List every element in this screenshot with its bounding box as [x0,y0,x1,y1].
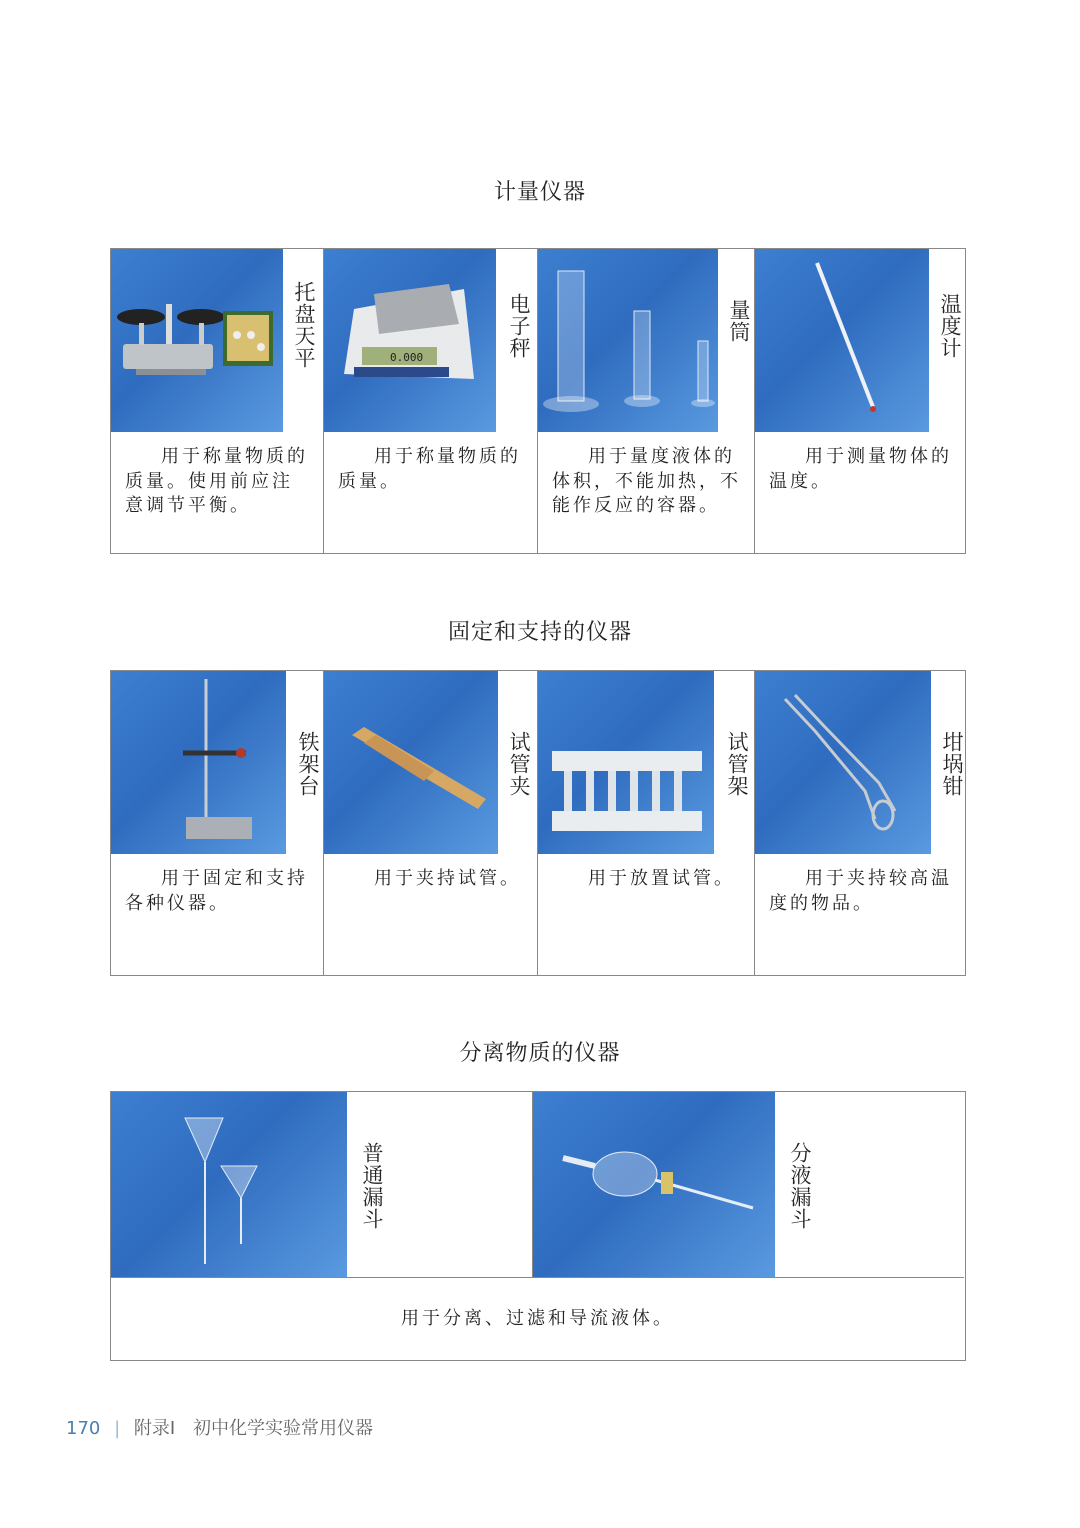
instrument-name: 试管夹 [507,731,531,797]
shared-description-row [111,1277,964,1360]
separatory-funnel-photo [533,1092,775,1277]
test-tube-clamp-photo [324,671,498,854]
instrument-description: 用于测量物体的温度。 [769,446,952,492]
test-tube-rack-photo [538,671,714,854]
instrument-name: 分液漏斗 [788,1142,812,1230]
appendix-title: 初中化学实验常用仪器 [192,1418,373,1439]
scale-readout: 0.000 [390,351,424,364]
section-title-measuring: 计量仪器 [493,180,586,205]
instrument-name: 量筒 [727,299,751,343]
instrument-description: 用于固定和支持各种仪器。 [125,868,308,914]
measuring-instruments-table [110,248,966,554]
instrument-description: 用于称量物质的质量。 [338,446,521,492]
instrument-cell-electronic-scale [324,249,538,553]
instrument-description: 用于放置试管。 [588,868,735,889]
instrument-cell-funnel [111,1092,533,1277]
instrument-cell-test-tube-rack [538,671,755,975]
instrument-name: 铁架台 [296,731,320,797]
instrument-description: 用于夹持试管。 [374,868,521,889]
instrument-cell-thermometer [755,249,967,553]
separation-instruments-table [110,1091,966,1361]
graduated-cylinder-photo [538,249,718,432]
section-title-separation: 分离物质的仪器 [459,1041,621,1066]
instrument-cell-crucible-tongs [755,671,967,975]
page-number: 170 [66,1418,101,1439]
electronic-scale-photo [324,249,496,432]
instrument-name: 温度计 [938,293,962,359]
tray-balance-photo [111,249,283,432]
instrument-name: 托盘天平 [292,281,316,369]
instrument-cell-tray-balance [111,249,324,553]
page-footer [66,1414,373,1440]
thermometer-photo [755,249,929,432]
crucible-tongs-photo [755,671,931,854]
instrument-description: 用于分离、过滤和导流液体。 [401,1308,674,1329]
instrument-description: 用于称量物质的质量。使用前应注意调节平衡。 [125,446,308,516]
appendix-label: 附录Ⅰ [133,1418,176,1439]
instrument-cell-separatory-funnel [533,1092,964,1277]
instrument-name: 普通漏斗 [360,1142,384,1230]
instrument-cell-graduated-cylinder [538,249,755,553]
funnel-photo [111,1092,347,1277]
section-title-support: 固定和支持的仪器 [447,620,632,645]
instrument-description: 用于量度液体的体积，不能加热，不能作反应的容器。 [552,446,741,516]
instrument-description: 用于夹持较高温度的物品。 [769,868,952,914]
instrument-cell-iron-stand [111,671,324,975]
footer-divider: | [114,1418,121,1439]
instrument-name: 电子秤 [507,293,531,359]
support-instruments-table [110,670,966,976]
iron-stand-photo [111,671,286,854]
instrument-name: 坩埚钳 [940,731,964,797]
instrument-cell-test-tube-clamp [324,671,538,975]
instrument-name: 试管架 [725,731,749,797]
